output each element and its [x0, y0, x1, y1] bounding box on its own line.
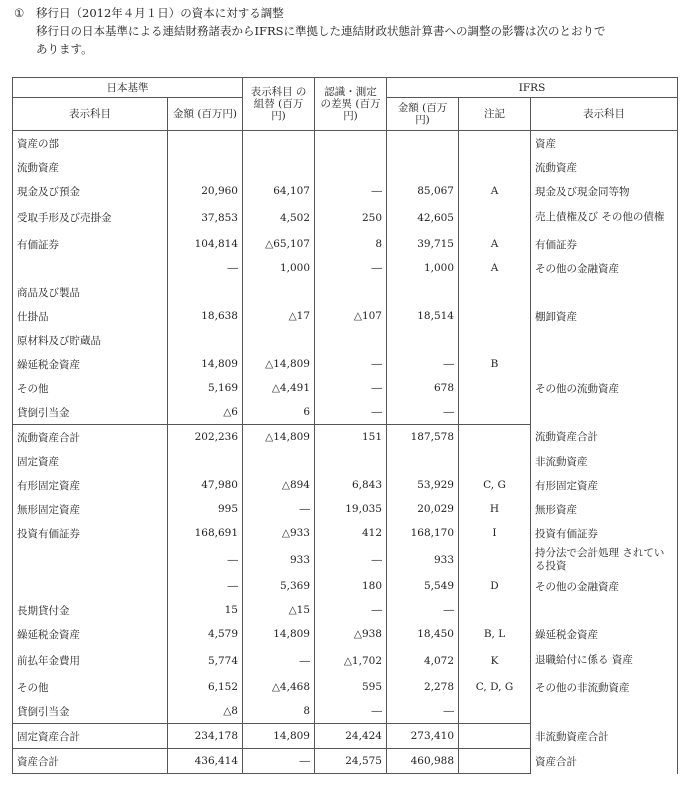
jgaap-item-cell: 原材料及び貯蔵品: [13, 328, 168, 352]
reclass-cell: [243, 328, 315, 352]
ifrs-amount-cell: 1,000: [387, 256, 459, 280]
header-jgaap-amount: 金額 (百万円): [168, 98, 243, 131]
reclass-cell: 64,107: [243, 179, 315, 203]
ifrs-amount-cell: 678: [387, 376, 459, 400]
note-cell: [459, 131, 531, 156]
ifrs-item-cell: 流動資産合計: [531, 425, 678, 450]
ifrs-item-cell: 資産合計: [531, 749, 678, 774]
ifrs-amount-cell: ―: [387, 400, 459, 425]
total-row: [13, 425, 678, 450]
jgaap-item-cell: 固定資産: [13, 449, 168, 473]
jgaap-item-cell: 繰延税金資産: [13, 352, 168, 376]
ifrs-amount-cell: 2,278: [387, 675, 459, 699]
ifrs-amount-cell: 20,029: [387, 497, 459, 521]
ifrs-amount-cell: [387, 449, 459, 473]
header-jgaap-item: 表示科目: [13, 98, 168, 131]
jgaap-amount-cell: 18,638: [168, 304, 243, 328]
reclass-cell: △4,468: [243, 675, 315, 699]
note-cell: D: [459, 574, 531, 598]
ifrs-amount-cell: [387, 280, 459, 304]
note-cell: [459, 425, 531, 450]
jgaap-item-cell: 貸倒引当金: [13, 699, 168, 724]
remeasure-cell: ―: [315, 256, 387, 280]
table-row: [13, 203, 678, 232]
ifrs-amount-cell: [387, 328, 459, 352]
ifrs-amount-cell: 273,410: [387, 724, 459, 749]
reclass-cell: [243, 131, 315, 156]
jgaap-amount-cell: ―: [168, 574, 243, 598]
table-row: [13, 256, 678, 280]
reclass-cell: △14,809: [243, 352, 315, 376]
reclass-cell: 1,000: [243, 256, 315, 280]
jgaap-item-cell: 流動資産: [13, 155, 168, 179]
ifrs-amount-cell: 933: [387, 545, 459, 574]
note-cell: A: [459, 256, 531, 280]
remeasure-cell: [315, 449, 387, 473]
ifrs-item-cell: [531, 699, 678, 724]
jgaap-amount-cell: [168, 131, 243, 156]
ifrs-amount-cell: ―: [387, 352, 459, 376]
jgaap-amount-cell: 202,236: [168, 425, 243, 450]
reclass-cell: 4,502: [243, 203, 315, 232]
ifrs-item-cell: 投資有価証券: [531, 521, 678, 545]
ifrs-item-cell: 非流動資産合計: [531, 724, 678, 749]
table-row: [13, 328, 678, 352]
ifrs-amount-cell: ―: [387, 699, 459, 724]
jgaap-item-cell: 資産の部: [13, 131, 168, 156]
note-cell: C, D, G: [459, 675, 531, 699]
jgaap-item-cell: その他: [13, 376, 168, 400]
jgaap-item-cell: 投資有価証券: [13, 521, 168, 545]
table-row: [13, 352, 678, 376]
jgaap-item-cell: 仕掛品: [13, 304, 168, 328]
jgaap-item-cell: 受取手形及び売掛金: [13, 203, 168, 232]
jgaap-item-cell: 有形固定資産: [13, 473, 168, 497]
header-recognition-difference: 認識・測定 の差異 (百万円): [315, 78, 387, 131]
header-ifrs: IFRS: [387, 78, 678, 98]
remeasure-cell: [315, 155, 387, 179]
table-row: [13, 280, 678, 304]
remeasure-cell: 151: [315, 425, 387, 450]
table-row: [13, 497, 678, 521]
heading-title-line: [14, 4, 674, 22]
header-reclassification: 表示科目 の組替 (百万円): [243, 78, 315, 131]
ifrs-amount-cell: 42,605: [387, 203, 459, 232]
table-row: [13, 449, 678, 473]
ifrs-amount-cell: [387, 131, 459, 156]
remeasure-cell: ―: [315, 545, 387, 574]
jgaap-amount-cell: 168,691: [168, 521, 243, 545]
remeasure-cell: ―: [315, 400, 387, 425]
ifrs-item-cell: [531, 598, 678, 622]
header-ifrs-note: 注記: [459, 98, 531, 131]
jgaap-amount-cell: 5,774: [168, 646, 243, 675]
remeasure-cell: 8: [315, 232, 387, 256]
ifrs-item-cell: 流動資産: [531, 155, 678, 179]
ifrs-item-cell: その他の非流動資産: [531, 675, 678, 699]
remeasure-cell: 180: [315, 574, 387, 598]
remeasure-cell: 595: [315, 675, 387, 699]
heading-body-line-1: 移行日の日本基準による連結財務諸表からIFRSに準拠した連結財政状態計算書への調整の影響は次のとおりで: [36, 24, 606, 38]
reclass-cell: △933: [243, 521, 315, 545]
jgaap-amount-cell: [168, 280, 243, 304]
ifrs-amount-cell: 18,514: [387, 304, 459, 328]
jgaap-amount-cell: 995: [168, 497, 243, 521]
table-row: [13, 598, 678, 622]
note-cell: C, G: [459, 473, 531, 497]
jgaap-amount-cell: △8: [168, 699, 243, 724]
reclass-cell: △14,809: [243, 425, 315, 450]
remeasure-cell: [315, 131, 387, 156]
ifrs-item-cell: その他の金融資産: [531, 574, 678, 598]
table-row: [13, 179, 678, 203]
jgaap-item-cell: 流動資産合計: [13, 425, 168, 450]
reclass-cell: 6: [243, 400, 315, 425]
note-cell: [459, 699, 531, 724]
reclass-cell: [243, 449, 315, 473]
reconciliation-table: [12, 77, 678, 774]
jgaap-amount-cell: [168, 328, 243, 352]
note-cell: [459, 724, 531, 749]
reclass-cell: [243, 155, 315, 179]
remeasure-cell: 19,035: [315, 497, 387, 521]
ifrs-item-cell: 資産: [531, 131, 678, 156]
jgaap-item-cell: その他: [13, 675, 168, 699]
reclass-cell: ―: [243, 497, 315, 521]
table-row: [13, 699, 678, 724]
note-cell: H: [459, 497, 531, 521]
jgaap-item-cell: [13, 574, 168, 598]
note-cell: [459, 598, 531, 622]
table-row: [13, 304, 678, 328]
ifrs-amount-cell: 53,929: [387, 473, 459, 497]
table-row: [13, 675, 678, 699]
ifrs-item-cell: 現金及び現金同等物: [531, 179, 678, 203]
note-cell: [459, 749, 531, 774]
ifrs-item-cell: [531, 328, 678, 352]
remeasure-cell: [315, 280, 387, 304]
note-cell: [459, 449, 531, 473]
jgaap-amount-cell: 104,814: [168, 232, 243, 256]
jgaap-amount-cell: [168, 155, 243, 179]
remeasure-cell: △1,702: [315, 646, 387, 675]
jgaap-amount-cell: 4,579: [168, 622, 243, 646]
note-cell: A: [459, 232, 531, 256]
ifrs-item-cell: [531, 352, 678, 376]
note-cell: [459, 400, 531, 425]
remeasure-cell: △938: [315, 622, 387, 646]
remeasure-cell: [315, 328, 387, 352]
ifrs-item-cell: 退職給付に係る 資産: [531, 646, 678, 675]
note-cell: I: [459, 521, 531, 545]
note-cell: B: [459, 352, 531, 376]
jgaap-item-cell: 長期貸付金: [13, 598, 168, 622]
reclass-cell: [243, 280, 315, 304]
jgaap-item-cell: 有価証券: [13, 232, 168, 256]
jgaap-item-cell: 現金及び預金: [13, 179, 168, 203]
jgaap-amount-cell: 15: [168, 598, 243, 622]
reclass-cell: 14,809: [243, 724, 315, 749]
heading-title: 移行日（2012年４月１日）の資本に対する調整: [36, 6, 284, 20]
jgaap-amount-cell: △6: [168, 400, 243, 425]
reclass-cell: △15: [243, 598, 315, 622]
jgaap-amount-cell: 14,809: [168, 352, 243, 376]
heading-body-line-2: あります。: [36, 42, 93, 56]
ifrs-amount-cell: 39,715: [387, 232, 459, 256]
ifrs-item-cell: その他の流動資産: [531, 376, 678, 400]
note-cell: B, L: [459, 622, 531, 646]
jgaap-amount-cell: 5,169: [168, 376, 243, 400]
jgaap-amount-cell: 47,980: [168, 473, 243, 497]
remeasure-cell: 24,575: [315, 749, 387, 774]
jgaap-amount-cell: 37,853: [168, 203, 243, 232]
ifrs-item-cell: 持分法で会計処理 されている投資: [531, 545, 678, 574]
note-cell: K: [459, 646, 531, 675]
jgaap-amount-cell: 6,152: [168, 675, 243, 699]
remeasure-cell: 250: [315, 203, 387, 232]
total-row: [13, 749, 678, 774]
table-body: [13, 131, 678, 774]
table-row: [13, 622, 678, 646]
remeasure-cell: 6,843: [315, 473, 387, 497]
jgaap-amount-cell: ―: [168, 545, 243, 574]
ifrs-amount-cell: ―: [387, 598, 459, 622]
remeasure-cell: 412: [315, 521, 387, 545]
jgaap-item-cell: 資産合計: [13, 749, 168, 774]
reclass-cell: 8: [243, 699, 315, 724]
ifrs-item-cell: [531, 400, 678, 425]
ifrs-amount-cell: 18,450: [387, 622, 459, 646]
remeasure-cell: ―: [315, 376, 387, 400]
reclass-cell: ―: [243, 749, 315, 774]
header-ifrs-amount: 金額 (百万円): [387, 98, 459, 131]
remeasure-cell: ―: [315, 598, 387, 622]
note-cell: [459, 304, 531, 328]
jgaap-item-cell: 貸倒引当金: [13, 400, 168, 425]
jgaap-item-cell: 繰延税金資産: [13, 622, 168, 646]
jgaap-item-cell: [13, 545, 168, 574]
ifrs-item-cell: 非流動資産: [531, 449, 678, 473]
reclass-cell: △4,491: [243, 376, 315, 400]
jgaap-item-cell: 商品及び製品: [13, 280, 168, 304]
reclass-cell: △65,107: [243, 232, 315, 256]
reclass-cell: △894: [243, 473, 315, 497]
table-row: [13, 646, 678, 675]
ifrs-item-cell: 無形資産: [531, 497, 678, 521]
note-cell: [459, 155, 531, 179]
remeasure-cell: ―: [315, 179, 387, 203]
jgaap-item-cell: [13, 256, 168, 280]
reclass-cell: 5,369: [243, 574, 315, 598]
reclass-cell: △17: [243, 304, 315, 328]
jgaap-item-cell: 前払年金費用: [13, 646, 168, 675]
table-row: [13, 521, 678, 545]
remeasure-cell: 24,424: [315, 724, 387, 749]
table-row: [13, 131, 678, 156]
header-jgaap: 日本基準: [13, 78, 243, 98]
note-cell: A: [459, 179, 531, 203]
note-cell: [459, 545, 531, 574]
reclass-cell: 14,809: [243, 622, 315, 646]
section-heading: [14, 4, 674, 58]
ifrs-amount-cell: 187,578: [387, 425, 459, 450]
jgaap-amount-cell: [168, 449, 243, 473]
reclass-cell: ―: [243, 646, 315, 675]
ifrs-item-cell: [531, 280, 678, 304]
table-row: [13, 545, 678, 574]
total-row: [13, 724, 678, 749]
ifrs-item-cell: 有価証券: [531, 232, 678, 256]
jgaap-amount-cell: 436,414: [168, 749, 243, 774]
ifrs-amount-cell: 460,988: [387, 749, 459, 774]
remeasure-cell: △107: [315, 304, 387, 328]
jgaap-item-cell: 無形固定資産: [13, 497, 168, 521]
jgaap-amount-cell: 234,178: [168, 724, 243, 749]
table-row: [13, 473, 678, 497]
ifrs-amount-cell: [387, 155, 459, 179]
heading-number: ①: [14, 6, 25, 20]
ifrs-item-cell: 売上債権及び その他の債権: [531, 203, 678, 232]
table-row: [13, 376, 678, 400]
ifrs-amount-cell: 168,170: [387, 521, 459, 545]
header-row-groups: [13, 78, 678, 98]
table-row: [13, 232, 678, 256]
note-cell: [459, 203, 531, 232]
jgaap-item-cell: 固定資産合計: [13, 724, 168, 749]
note-cell: [459, 280, 531, 304]
jgaap-amount-cell: ―: [168, 256, 243, 280]
table-row: [13, 155, 678, 179]
ifrs-item-cell: 棚卸資産: [531, 304, 678, 328]
note-cell: [459, 376, 531, 400]
ifrs-amount-cell: 4,072: [387, 646, 459, 675]
reclass-cell: 933: [243, 545, 315, 574]
note-cell: [459, 328, 531, 352]
ifrs-item-cell: 有形固定資産: [531, 473, 678, 497]
ifrs-item-cell: その他の金融資産: [531, 256, 678, 280]
header-ifrs-item: 表示科目: [531, 98, 678, 131]
ifrs-item-cell: 繰延税金資産: [531, 622, 678, 646]
table-row: [13, 574, 678, 598]
jgaap-amount-cell: 20,960: [168, 179, 243, 203]
ifrs-amount-cell: 85,067: [387, 179, 459, 203]
remeasure-cell: ―: [315, 699, 387, 724]
ifrs-amount-cell: 5,549: [387, 574, 459, 598]
remeasure-cell: ―: [315, 352, 387, 376]
table-row: [13, 400, 678, 425]
